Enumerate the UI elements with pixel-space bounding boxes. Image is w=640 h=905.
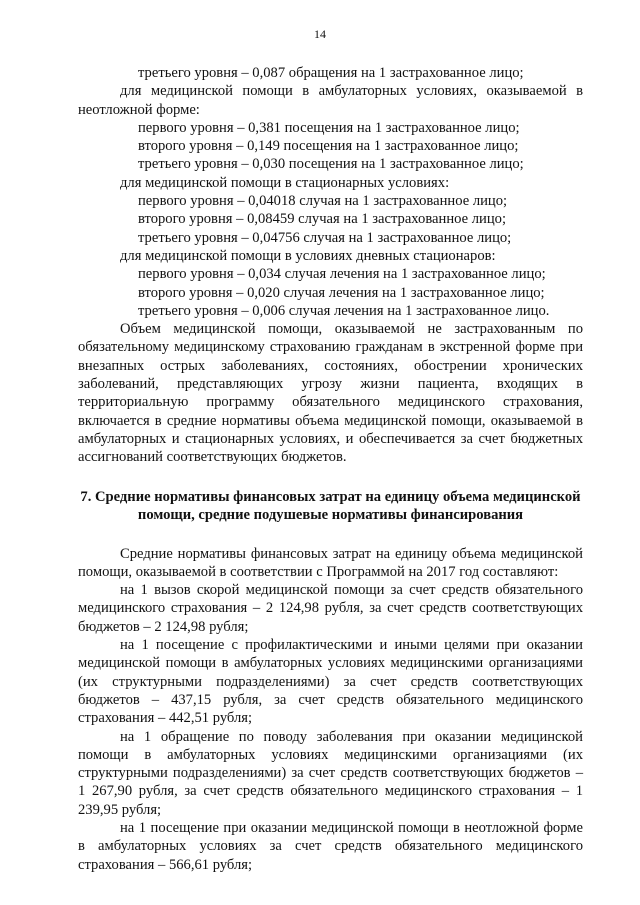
paragraph: для медицинской помощи в условиях дневных стационаров:: [120, 247, 496, 264]
paragraph: третьего уровня – 0,030 посещения на 1 застрахованное лицо;: [138, 156, 524, 173]
paragraph: первого уровня – 0,381 посещения на 1 застрахованное лицо;: [138, 119, 520, 136]
page-number: 14: [314, 27, 326, 41]
paragraph: третьего уровня – 0,087 обращения на 1 застрахованное лицо;: [138, 65, 524, 81]
paragraph: Объем медицинской помощи, оказываемой не застрахованным по обязательному медицинскому страхованию гражданам в экстренной форме при внезапных острых заболеваниях, состояниях, обострении хронических заболеваний, представляющих угрозу жизни пациента, входящих в территориальную программу обязательного медицинского страхования, включается в средние нормативы объема медицинской помощи, оказываемой в амбулаторных и стационарных условиях, и обеспечивается за счет бюджетных ассигнований соответствующих бюджетов.: [78, 321, 583, 466]
paragraph: на 1 посещение с профилактическими и иными целями при оказании медицинской помощи в амбулаторных условиях медицинскими организациями (их структурными подразделениями) за счет средств соответствующих бюджетов – 437,15 рубля, за счет средств обязательного медицинского страхования – 442,51 рубля;: [78, 637, 583, 727]
paragraph: второго уровня – 0,020 случая лечения на 1 застрахованное лицо;: [138, 284, 545, 301]
paragraph: третьего уровня – 0,006 случая лечения на 1 застрахованное лицо.: [138, 302, 550, 319]
paragraph: для медицинской помощи в амбулаторных условиях, оказываемой в неотложной форме:: [78, 83, 583, 118]
paragraph: первого уровня – 0,04018 случая на 1 застрахованное лицо;: [138, 193, 508, 210]
paragraph: на 1 обращение по поводу заболевания при оказании медицинской помощи в амбулаторных условиях медицинскими организациями (их структурными подразделениями) за счет средств соответствующих бюджетов – 1 267,90 рубля, за счет средств обязательного медицинского страхования – 1 239,95 рубля;: [78, 728, 583, 818]
paragraph: на 1 посещение при оказании медицинской помощи в неотложной форме в амбулаторных условиях за счет средств обязательного медицинского страхования – 566,61 рубля;: [78, 819, 583, 873]
paragraph: третьего уровня – 0,04756 случая на 1 застрахованное лицо;: [138, 229, 512, 246]
paragraph: второго уровня – 0,149 посещения на 1 застрахованное лицо;: [138, 138, 519, 155]
paragraph: на 1 вызов скорой медицинской помощи за счет средств обязательного медицинского страхования – 2 124,98 рубля, за счет средств соответствующих бюджетов – 2 124,98 рубля;: [78, 582, 583, 635]
paragraph: для медицинской помощи в стационарных условиях:: [120, 174, 450, 191]
paragraph: первого уровня – 0,034 случая лечения на 1 застрахованное лицо;: [138, 266, 546, 283]
document-body: [78, 64, 583, 874]
paragraphs-bottom: [78, 545, 583, 874]
paragraph: второго уровня – 0,08459 случая на 1 застрахованное лицо;: [138, 211, 506, 228]
paragraphs-top: [78, 64, 583, 467]
paragraph: Средние нормативы финансовых затрат на единицу объема медицинской помощи, оказываемой в соответствии с Программой на 2017 год составляют:: [78, 545, 583, 580]
section-heading: 7. Средние нормативы финансовых затрат на единицу объема медицинской помощи, средние подушевые нормативы финансирования: [80, 488, 581, 524]
